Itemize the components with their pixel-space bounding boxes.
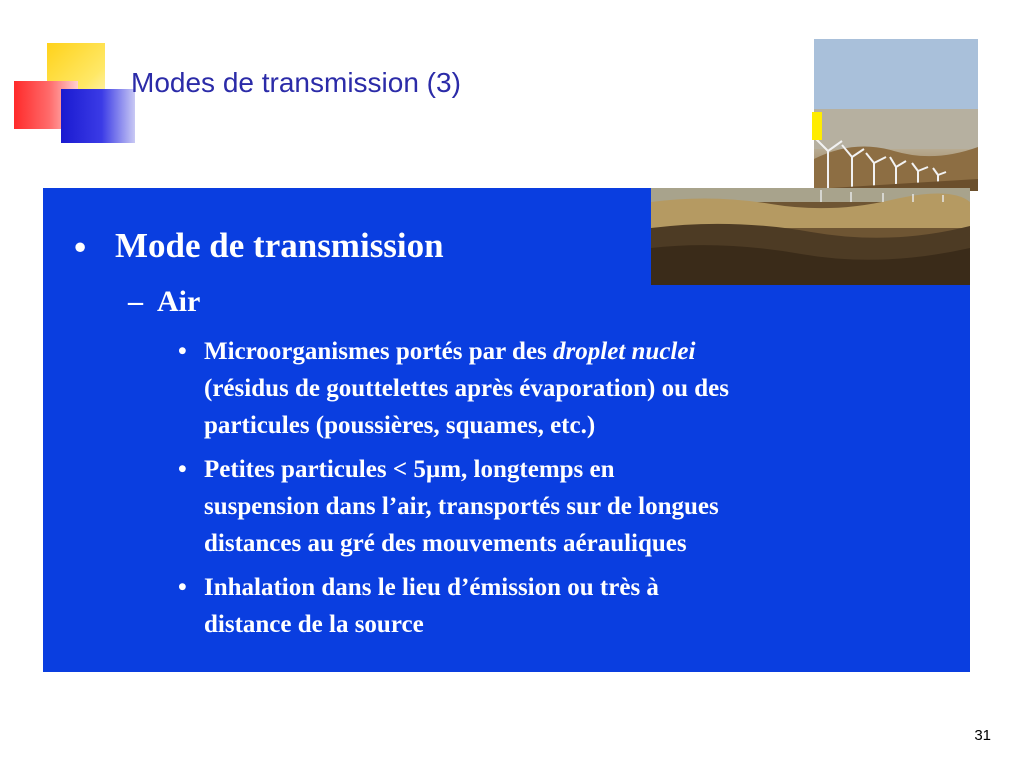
item2-line3: distances au gré des mouvements aérauliques [204, 530, 687, 557]
item1-line2: (résidus de gouttelettes après évaporation) ou des [204, 375, 729, 402]
item1-line1 [204, 333, 729, 370]
item2-line1: Petites particules < 5µm, longtemps en [204, 456, 615, 483]
level2-dash: – [128, 285, 143, 318]
dry-grass-image [651, 188, 970, 285]
item3-text [204, 569, 659, 643]
item2-line2: suspension dans l’air, transportés sur de longues [204, 493, 719, 520]
item1-line3: particules (poussières, squames, etc.) [204, 412, 596, 439]
yellow-accent-bar [812, 112, 822, 140]
item2-bullet: • [178, 456, 187, 483]
item1-text [204, 333, 729, 444]
level1-heading: Mode de transmission [115, 226, 444, 265]
level1-bullet: • [74, 228, 87, 267]
item1-bullet: • [178, 338, 187, 365]
item3-line1: Inhalation dans le lieu d’émission ou très à [204, 574, 659, 601]
slide-title: Modes de transmission (3) [131, 67, 461, 98]
wind-farm-photo [814, 39, 978, 191]
wind-farm-photo-lower [651, 188, 970, 285]
item2-text [204, 451, 719, 562]
page-number: 31 [974, 727, 991, 744]
item3-bullet: • [178, 574, 187, 601]
level2-heading: Air [157, 285, 201, 318]
item1-line1-text: Microorganismes portés par des [204, 338, 554, 365]
wind-turbines-image [814, 39, 978, 191]
item3-line2: distance de la source [204, 611, 424, 638]
logo-square-blue [61, 89, 135, 143]
item1-italic: droplet nuclei [553, 338, 696, 365]
